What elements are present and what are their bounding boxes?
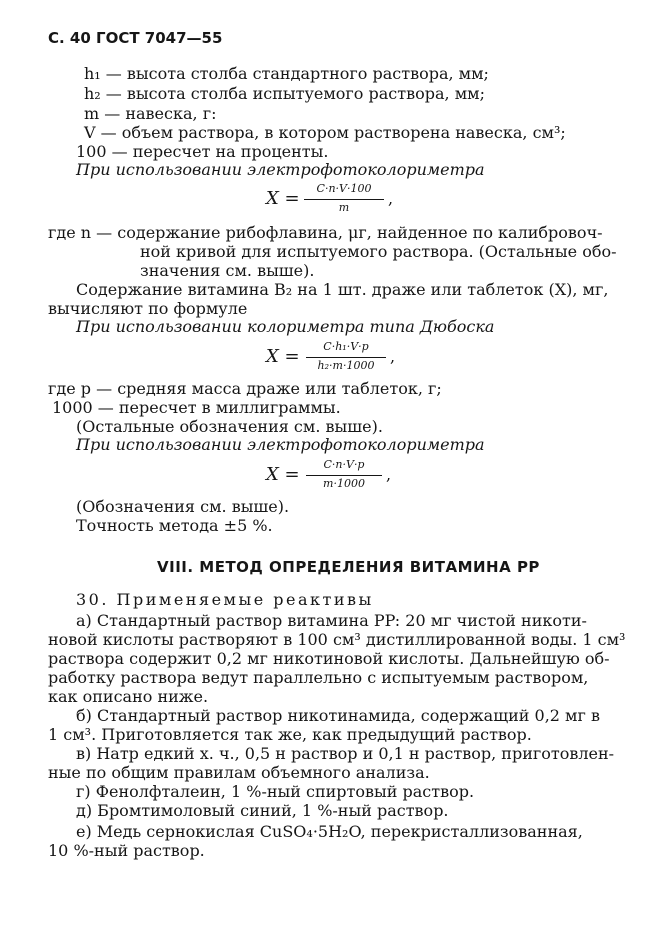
formula-2-comma: ,	[390, 347, 396, 366]
def-1000: 1000 — пересчет в миллиграммы.	[52, 398, 341, 417]
formula-2-denominator: h₂·m·1000	[317, 359, 375, 372]
formula-1-numerator: C·n·V·100	[316, 182, 372, 195]
def-100: 100 — пересчет на проценты.	[76, 142, 329, 161]
formula-1-denominator: m	[338, 201, 350, 214]
def-v: V — объем раствора, в котором растворена навеска, см³;	[84, 123, 566, 142]
def-h1: h₁ — высота столба стандартного раствора, мм;	[84, 64, 489, 83]
formula-2-lhs: X =	[266, 346, 300, 367]
reagent-a-line-3: раствора содержит 0,2 мг никотиновой кислоты. Дальнейшую об-	[48, 649, 610, 668]
def-m: m — навеска, г:	[84, 104, 217, 123]
formula-1-fraction-bar	[304, 199, 384, 200]
where-p-line: где p — средняя масса драже или таблеток, г;	[48, 379, 442, 398]
formula-3-comma: ,	[386, 465, 392, 484]
where-n-line-2: ной кривой для испытуемого раствора. (Остальные обо-	[140, 242, 617, 261]
formula-2	[266, 340, 416, 376]
reagent-a-line-4: работку раствора ведут параллельно с испытуемым раствором,	[48, 668, 589, 687]
reagent-v-line-2: ные по общим правилам объемного анализа.	[48, 763, 430, 782]
formula-3-fraction-bar	[306, 475, 382, 476]
reagent-a-line-1: а) Стандартный раствор витамина PP: 20 мг чистой никоти-	[76, 611, 587, 630]
formula-3-denominator: m·1000	[323, 477, 365, 490]
formula-3	[266, 458, 416, 494]
formula-1-lhs: X =	[266, 188, 300, 209]
heading-photocolorimeter-2: При использовании электрофотоколориметра	[76, 435, 485, 454]
formula-2-numerator: C·h₁·V·p	[323, 340, 369, 353]
formula-3-numerator: C·n·V·p	[323, 458, 365, 471]
reagent-e-line-2: 10 %-ный раствор.	[48, 841, 205, 860]
reagents-title: 30. Применяемые реактивы	[76, 590, 374, 609]
section-title: VIII. МЕТОД ОПРЕДЕЛЕНИЯ ВИТАМИНА PP	[157, 558, 540, 576]
method-accuracy: Точность метода ±5 %.	[76, 516, 273, 535]
reagent-v-line-1: в) Натр едкий х. ч., 0,5 н раствор и 0,1 н раствор, приготовлен-	[76, 744, 615, 763]
designations-note: (Обозначения см. выше).	[76, 497, 290, 516]
other-designations: (Остальные обозначения см. выше).	[76, 417, 383, 436]
heading-dubosq: При использовании колориметра типа Дюбоска	[76, 317, 495, 336]
vitamin-b2-line-1: Содержание витамина B₂ на 1 шт. драже или таблеток (X), мг,	[76, 280, 609, 299]
reagent-b-line-1: б) Стандартный раствор никотинамида, содержащий 0,2 мг в	[76, 706, 600, 725]
vitamin-b2-line-2: вычисляют по формуле	[48, 299, 248, 318]
reagent-a-line-5: как описано ниже.	[48, 687, 209, 706]
where-n-line-3: значения см. выше).	[140, 261, 315, 280]
reagent-e-line-1: е) Медь сернокислая CuSO₄·5H₂O, перекристаллизованная,	[76, 822, 583, 841]
formula-2-fraction-bar	[306, 357, 386, 358]
formula-1	[266, 182, 416, 218]
def-h2: h₂ — высота столба испытуемого раствора, мм;	[84, 84, 485, 103]
page-header: С. 40 ГОСТ 7047—55	[48, 29, 223, 47]
reagent-b-line-2: 1 см³. Приготовляется так же, как предыдущий раствор.	[48, 725, 532, 744]
formula-3-lhs: X =	[266, 464, 300, 485]
formula-1-comma: ,	[388, 189, 394, 208]
reagent-a-line-2: новой кислоты растворяют в 100 см³ дистиллированной воды. 1 см³	[48, 630, 626, 649]
reagent-d: д) Бромтимоловый синий, 1 %-ный раствор.	[76, 801, 449, 820]
where-n-line-1: где n — содержание рибофлавина, μг, найденное по калибровоч-	[48, 223, 603, 242]
heading-photocolorimeter-1: При использовании электрофотоколориметра	[76, 160, 485, 179]
reagent-g: г) Фенолфталеин, 1 %-ный спиртовый раствор.	[76, 782, 475, 801]
